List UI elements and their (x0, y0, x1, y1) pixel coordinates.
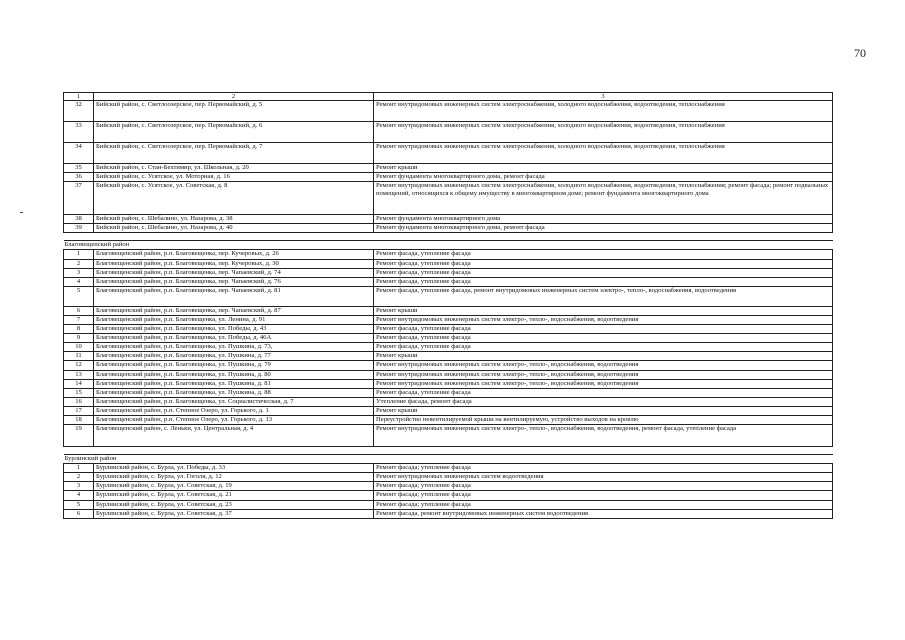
row-number: 15 (64, 388, 94, 397)
header-col-1: 1 (64, 93, 94, 101)
table-row (64, 425, 833, 447)
row-number: 38 (64, 215, 94, 224)
scan-mark (20, 212, 23, 213)
address-cell: Благовещенский район, р.п. Благовещенка, пер. Чапаевский, д. 74 (94, 268, 374, 277)
address-cell: Бийский район, с. Усятское, ул. Советская, д. 8 (94, 182, 374, 215)
address-cell: Бийский район, с. Светлоозерское, пер. Первомайский, д. 7 (94, 143, 374, 164)
address-cell: Бийский район, с. Усятское, ул. Моторная, д. 16 (94, 173, 374, 182)
work-type-cell: Утепление фасада, ремонт фасада (374, 397, 833, 406)
address-cell: Благовещенский район, р.п. Благовещенка, ул. Ленина, д. 91 (94, 315, 374, 324)
table-row (64, 415, 833, 424)
work-type-cell: Ремонт крыши (374, 306, 833, 315)
row-number: 12 (64, 361, 94, 370)
work-type-cell: Ремонт фасада, утепление фасада (374, 334, 833, 343)
address-cell: Благовещенский район, р.п. Благовещенка, ул. Победы, д. 43 (94, 325, 374, 334)
table-row (64, 491, 833, 500)
address-cell: Бурлинский район, с. Бурла, ул. Советская, д. 23 (94, 500, 374, 509)
page-number: 70 (854, 46, 866, 60)
table-row (64, 101, 833, 122)
row-number: 18 (64, 415, 94, 424)
table-row (64, 306, 833, 315)
row-number: 6 (64, 306, 94, 315)
work-type-cell: Ремонт фасада, утепление фасада (374, 259, 833, 268)
work-type-cell: Ремонт крыши (374, 164, 833, 173)
work-type-cell: Ремонт внутридомовых инженерных систем электроснабжения, холодного водоснабжения, водоотведения, теплоснабжения (374, 101, 833, 122)
table-row (64, 379, 833, 388)
table-header-row (64, 93, 833, 101)
work-type-cell: Ремонт фасада, утепление фасада (374, 250, 833, 259)
table-row (64, 164, 833, 173)
row-number: 2 (64, 473, 94, 482)
table-row (64, 277, 833, 286)
row-number: 34 (64, 143, 94, 164)
table-row (64, 361, 833, 370)
table-row (64, 250, 833, 259)
table-row (64, 268, 833, 277)
row-number: 39 (64, 224, 94, 233)
table-row (64, 259, 833, 268)
work-type-cell: Ремонт внутридомовых инженерных систем электро-, тепло-, водоснабжения, водоотведения (374, 370, 833, 379)
row-number: 13 (64, 370, 94, 379)
table-row (64, 509, 833, 518)
work-type-cell: Ремонт внутридомовых инженерных систем электроснабжения, холодного водоснабжения, водоотведения, теплоснабжения; ремонт фасада; ремонт подвальных помещений, относящихся к общему имуществу в многоквартирном доме; ремонт фундамента многоквартирного дома (374, 182, 833, 215)
work-type-cell: Ремонт фасада, утепление фасада (374, 268, 833, 277)
address-cell: Бурлинский район, с. Бурла, ул. Советская, д. 21 (94, 491, 374, 500)
table-row (64, 352, 833, 361)
row-number: 10 (64, 343, 94, 352)
work-type-cell: Ремонт фасада; утепление фасада (374, 482, 833, 491)
table-row (64, 215, 833, 224)
table-row (64, 397, 833, 406)
table-row (64, 482, 833, 491)
row-number: 5 (64, 286, 94, 306)
work-type-cell: Ремонт внутридомовых инженерных систем электро-, тепло-, водоснабжения, водоотведения (374, 379, 833, 388)
work-type-cell: Ремонт внутридомовых инженерных систем электро-, тепло-, водоснабжения, водоотведения (374, 315, 833, 324)
address-cell: Благовещенский район, р.п. Благовещенка, ул. Победы, д. 46А (94, 334, 374, 343)
address-cell: Благовещенский район, р.п. Благовещенка, ул. Пушкина, д. 79 (94, 361, 374, 370)
header-col-3: 3 (374, 93, 833, 101)
work-type-cell: Ремонт крыши (374, 406, 833, 415)
row-number: 3 (64, 482, 94, 491)
table-row (64, 315, 833, 324)
address-cell: Благовещенский район, р.п. Благовещенка, пер. Чапаевский, д. 87 (94, 306, 374, 315)
address-cell: Благовещенский район, р.п. Благовещенка, ул. Пушкина, д. 77 (94, 352, 374, 361)
district-heading: Благовещенский район (64, 241, 833, 250)
row-number: 17 (64, 406, 94, 415)
address-cell: Бийский район, с. Стан-Бехтимир, ул. Школьная, д. 20 (94, 164, 374, 173)
table-row (64, 325, 833, 334)
work-type-cell: Ремонт фасада, ремонт внутридомовых инженерных систем водоотведения (374, 509, 833, 518)
row-number: 9 (64, 334, 94, 343)
table-row (64, 388, 833, 397)
table-row (64, 464, 833, 473)
row-number: 1 (64, 250, 94, 259)
address-cell: Благовещенский район, р.п. Благовещенка, пер. Чапаевский, д. 81 (94, 286, 374, 306)
district-heading: Бурлинский район (64, 455, 833, 464)
address-cell: Благовещенский район, р.п. Благовещенка, ул. Пушкина, д. 81 (94, 379, 374, 388)
row-number: 35 (64, 164, 94, 173)
row-number: 2 (64, 259, 94, 268)
address-cell: Благовещенский район, р.п. Степное Озеро, ул. Горького, д. 13 (94, 415, 374, 424)
work-type-cell: Ремонт крыши (374, 352, 833, 361)
district-heading-row (64, 241, 833, 250)
address-cell: Бийский район, с. Светлоозерское, пер. Первомайский, д. 6 (94, 122, 374, 143)
row-number: 1 (64, 464, 94, 473)
row-number: 3 (64, 268, 94, 277)
address-cell: Благовещенский район, р.п. Благовещенка, пер. Кучеровых, д. 30 (94, 259, 374, 268)
header-col-2: 2 (94, 93, 374, 101)
address-cell: Бурлинский район, с. Бурла, ул. Гоголя, д. 12 (94, 473, 374, 482)
work-type-cell: Ремонт фасада; утепление фасада (374, 491, 833, 500)
spacer-cell (64, 233, 833, 241)
address-cell: Благовещенский район, р.п. Благовещенка, ул. Пушкина, д. 73, (94, 343, 374, 352)
address-cell: Бурлинский район, с. Бурла, ул. Советская, д. 19 (94, 482, 374, 491)
address-cell: Бийский район, с. Шебалино, ул. Назарова, д. 40 (94, 224, 374, 233)
row-number: 11 (64, 352, 94, 361)
work-type-cell: Ремонт фасада, утепление фасада (374, 277, 833, 286)
table-row (64, 370, 833, 379)
row-number: 7 (64, 315, 94, 324)
work-type-cell: Ремонт внутридомовых инженерных систем электро-, тепло-, водоснабжения, водоотведения (374, 361, 833, 370)
table-row (64, 286, 833, 306)
row-number: 36 (64, 173, 94, 182)
row-number: 8 (64, 325, 94, 334)
work-type-cell: Переустройство невентилируемой крыши на вентилируемую, устройство выходов на кровлю (374, 415, 833, 424)
table-row (64, 182, 833, 215)
work-type-cell: Ремонт фасада, утепление фасада (374, 325, 833, 334)
table-row (64, 122, 833, 143)
row-number: 6 (64, 509, 94, 518)
row-number: 32 (64, 101, 94, 122)
work-type-cell: Ремонт фундамента многоквартирного дома, ремонт фасада (374, 224, 833, 233)
address-cell: Бурлинский район, с. Бурла, ул. Советская, д. 37 (94, 509, 374, 518)
address-cell: Бийский район, с. Шебалино, ул. Назарова, д. 38 (94, 215, 374, 224)
address-cell: Благовещенский район, с. Леньки, ул. Центральная, д. 4 (94, 425, 374, 447)
work-type-cell: Ремонт фасада; утепление фасада (374, 500, 833, 509)
row-number: 4 (64, 277, 94, 286)
table-row (64, 173, 833, 182)
address-cell: Бурлинский район, с. Бурла, ул. Победы, д. 33 (94, 464, 374, 473)
address-cell: Благовещенский район, р.п. Степное Озеро, ул. Горького, д. 1 (94, 406, 374, 415)
district-heading-row (64, 455, 833, 464)
address-cell: Благовещенский район, р.п. Благовещенка, ул. Пушкина, д. 80 (94, 370, 374, 379)
spacer-row (64, 233, 833, 241)
row-number: 33 (64, 122, 94, 143)
table-row (64, 500, 833, 509)
work-type-cell: Ремонт фасада, утепление фасада, ремонт внутридомовых инженерных систем электро-, тепло-, водоснабжения, водоотведения (374, 286, 833, 306)
table-row (64, 334, 833, 343)
row-number: 37 (64, 182, 94, 215)
spacer-cell (64, 447, 833, 455)
work-type-cell: Ремонт фундамента многоквартирного дома, ремонт фасада (374, 173, 833, 182)
table-row (64, 406, 833, 415)
table-row (64, 473, 833, 482)
work-type-cell: Ремонт фундамента многоквартирного дома (374, 215, 833, 224)
row-number: 5 (64, 500, 94, 509)
work-type-cell: Ремонт внутридомовых инженерных систем электроснабжения, холодного водоснабжения, водоотведения, теплоснабжения (374, 122, 833, 143)
address-cell: Благовещенский район, р.п. Благовещенка, пер. Кучеровых, д. 26 (94, 250, 374, 259)
work-type-cell: Ремонт внутридомовых инженерных систем электроснабжения, холодного водоснабжения, водоотведения, теплоснабжения (374, 143, 833, 164)
table-row (64, 343, 833, 352)
spacer-row (64, 447, 833, 455)
row-number: 4 (64, 491, 94, 500)
table-row (64, 143, 833, 164)
row-number: 16 (64, 397, 94, 406)
row-number: 19 (64, 425, 94, 447)
work-type-cell: Ремонт внутридомовых инженерных систем электро-, тепло-, водоснабжения, водоотведения, ремонт фасада, утепление фасада (374, 425, 833, 447)
row-number: 14 (64, 379, 94, 388)
repair-schedule-table (63, 92, 833, 519)
work-type-cell: Ремонт фасада, утепление фасада (374, 388, 833, 397)
address-cell: Бийский район, с. Светлоозерское, пер. Первомайский, д. 5 (94, 101, 374, 122)
work-type-cell: Ремонт фасада; утепление фасада (374, 464, 833, 473)
address-cell: Благовещенский район, р.п. Благовещенка, ул. Социалистическая, д. 7 (94, 397, 374, 406)
address-cell: Благовещенский район, р.п. Благовещенка, ул. Пушкина, д. 88 (94, 388, 374, 397)
table-row (64, 224, 833, 233)
address-cell: Благовещенский район, р.п. Благовещенка, пер. Чапаевский, д. 76 (94, 277, 374, 286)
work-type-cell: Ремонт фасада, утепление фасада (374, 343, 833, 352)
work-type-cell: Ремонт внутридомовых инженерных систем водоотведения (374, 473, 833, 482)
